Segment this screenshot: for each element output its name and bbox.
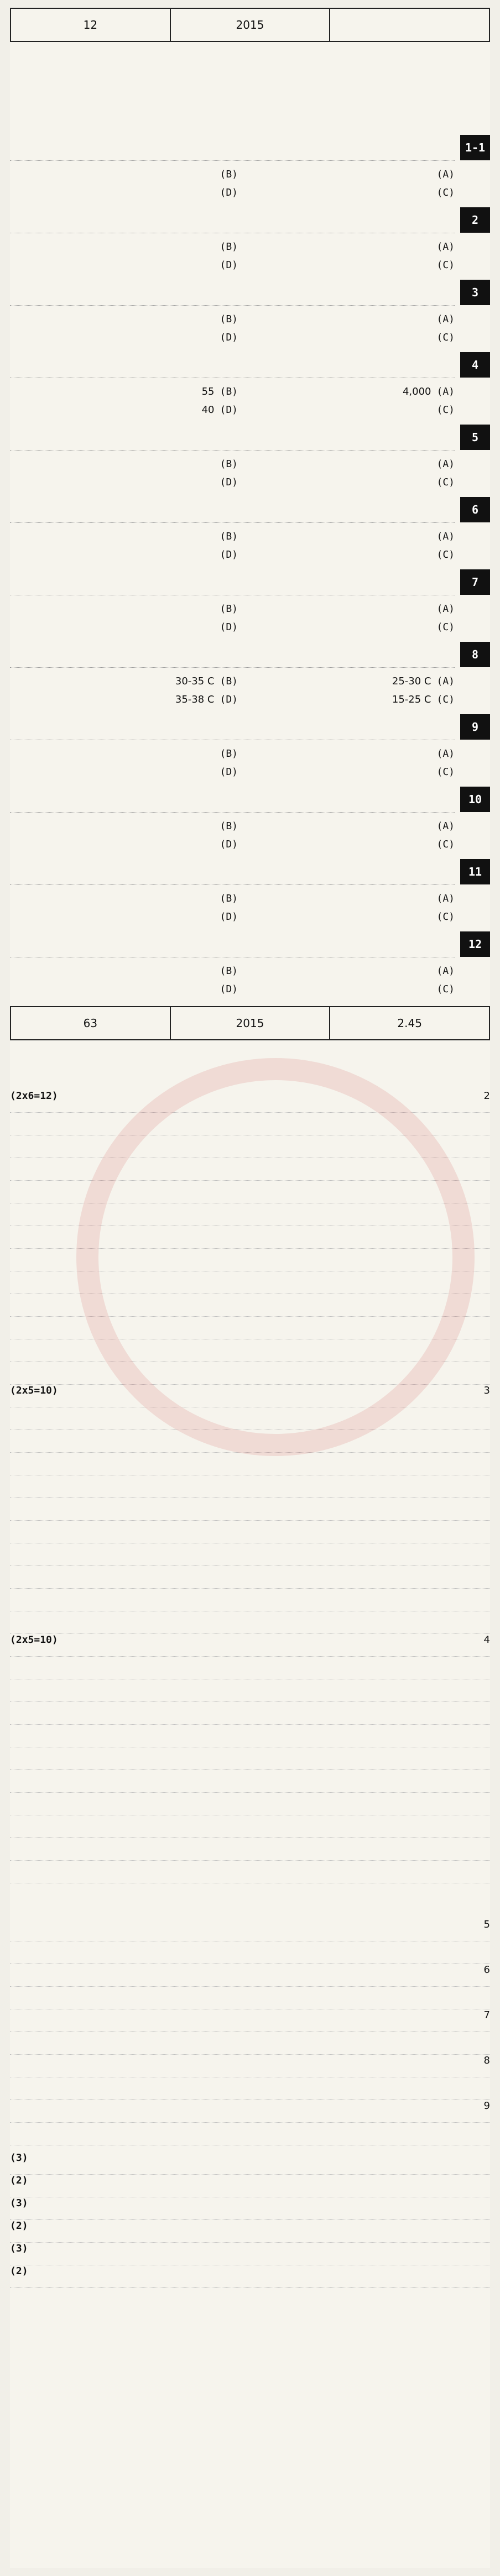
option: [21, 962, 238, 980]
question-stem: [10, 931, 455, 957]
question-number: 8: [483, 2055, 490, 2066]
option: [238, 165, 455, 184]
question-number: 2: [460, 207, 490, 233]
option-label: (A): [436, 313, 455, 325]
question-stem: [10, 280, 455, 306]
option: [21, 835, 238, 854]
short-question-item: [10, 1521, 490, 1543]
option: [21, 817, 238, 835]
options-grid: [21, 527, 455, 564]
option-label: (D): [220, 187, 238, 198]
long-questions: [10, 1919, 490, 2145]
mcq-item: [10, 569, 490, 636]
q10-part: [10, 2197, 490, 2220]
mcq-item: [10, 207, 490, 274]
option: [238, 546, 455, 564]
part-marks: (3): [10, 2152, 28, 2164]
mcq-item: [10, 931, 490, 998]
option-label: (D): [220, 839, 238, 850]
option: [21, 908, 238, 926]
subjective-header: [10, 1006, 490, 1040]
mcq-item: [10, 425, 490, 491]
short-question-item: [10, 1793, 490, 1815]
question-number: 6: [460, 497, 490, 522]
question-number: 4: [460, 352, 490, 378]
subjective-board: [170, 1007, 330, 1039]
option: [238, 817, 455, 835]
option-label: (D): [220, 983, 238, 995]
option: [238, 618, 455, 636]
short-question-item: [10, 1725, 490, 1747]
q10-part: [10, 2152, 490, 2175]
option-label: (C): [436, 621, 455, 633]
option-label: (A): [436, 965, 455, 977]
option-label: (C): [436, 187, 455, 198]
option: [238, 908, 455, 926]
option: [21, 690, 238, 709]
option: [238, 980, 455, 998]
short-question-item: [10, 1838, 490, 1861]
options-grid: [21, 817, 455, 854]
long-question-part: [10, 1987, 490, 2009]
long-question-part: [10, 1964, 490, 1987]
option: [238, 383, 455, 401]
option-label: (B): [220, 748, 238, 760]
option-label: (D): [220, 911, 238, 923]
options-grid: [21, 889, 455, 926]
question-marks: (2x5=10): [10, 1634, 58, 1646]
option: [21, 238, 238, 256]
option-label: (D): [220, 259, 238, 271]
mcq-list: [10, 135, 490, 998]
option-text: 30-35 C: [175, 676, 215, 687]
question-number: 1-1: [460, 135, 490, 160]
option: [21, 455, 238, 473]
long-question-part: [10, 2123, 490, 2145]
option: [238, 256, 455, 274]
option-label: (B): [220, 603, 238, 615]
option-text: 4,000: [402, 386, 431, 397]
option: [21, 473, 238, 491]
option: [21, 763, 238, 781]
question-number: 9: [460, 714, 490, 740]
option-label: (A): [436, 531, 455, 542]
option-label: (A): [436, 458, 455, 470]
question-number: 3: [483, 1385, 490, 1396]
option: [21, 672, 238, 690]
short-question-item: [10, 1815, 490, 1838]
question-stem: [10, 207, 455, 233]
option-label: (B): [220, 531, 238, 542]
option-label: (A): [436, 241, 455, 253]
question-stem: [10, 497, 455, 523]
question-stem: [10, 425, 455, 451]
option-label: (B): [220, 676, 238, 687]
mcq-item: [10, 497, 490, 564]
question-stem: [10, 135, 455, 161]
objective-marks: [11, 9, 170, 41]
short-question-item: [10, 1679, 490, 1702]
mcq-item: [10, 280, 490, 347]
options-grid: [21, 238, 455, 274]
option-label: (C): [436, 766, 455, 778]
question-number: 5: [460, 425, 490, 450]
question-number: 11: [460, 859, 490, 884]
question-stem: [10, 569, 455, 595]
option: [238, 962, 455, 980]
option-label: (B): [220, 458, 238, 470]
part-marks: (3): [10, 2197, 28, 2209]
short-question-item: [10, 1657, 490, 1679]
question-stem: [10, 787, 455, 813]
short-question-item: [10, 1498, 490, 1521]
option: [21, 527, 238, 546]
option: [21, 980, 238, 998]
option-label: (C): [436, 332, 455, 343]
mcq-item: [10, 135, 490, 202]
short-question-header: [10, 1634, 490, 1657]
options-grid: [21, 310, 455, 347]
option-text: 40: [201, 404, 215, 416]
subjective-subject: [329, 1007, 489, 1039]
options-grid: [21, 455, 455, 491]
option: [21, 401, 238, 419]
long-question-part: [10, 2032, 490, 2055]
marks-value: 12: [83, 18, 98, 32]
question-number: 10: [460, 787, 490, 812]
question-number: 6: [483, 1964, 490, 1976]
question-stem: [10, 859, 455, 885]
part-marks: (2): [10, 2220, 28, 2232]
option-label: (A): [436, 169, 455, 180]
question-number: 2: [483, 1090, 490, 1102]
option-text: 15-25 C: [392, 694, 431, 705]
option: [238, 184, 455, 202]
question-marks: (2x6=12): [10, 1090, 58, 1102]
objective-note: [10, 45, 490, 129]
option-label: (D): [220, 694, 238, 705]
short-question-item: [10, 1861, 490, 1883]
question-number: 4: [483, 1634, 490, 1646]
question-number: 7: [460, 569, 490, 595]
option-label: (B): [220, 386, 238, 397]
options-grid: [21, 383, 455, 419]
option: [21, 618, 238, 636]
option: [238, 527, 455, 546]
option-label: (C): [436, 549, 455, 561]
mcq-item: [10, 859, 490, 926]
option: [238, 473, 455, 491]
long-question-part: [10, 1919, 490, 1941]
option-label: (C): [436, 259, 455, 271]
objective-header: [10, 8, 490, 42]
option-label: (A): [436, 676, 455, 687]
short-question-item: [10, 1770, 490, 1793]
option-label: (D): [220, 621, 238, 633]
option-label: (B): [220, 820, 238, 832]
option-label: (A): [436, 386, 455, 397]
short-question-item: [10, 1543, 490, 1566]
option: [238, 763, 455, 781]
option: [21, 546, 238, 564]
option-label: (B): [220, 313, 238, 325]
question-number: 12: [460, 931, 490, 957]
marks-value: 63: [83, 1017, 98, 1030]
option-label: (B): [220, 241, 238, 253]
mcq-item: [10, 642, 490, 709]
q10-part: [10, 2243, 490, 2265]
options-grid: [21, 962, 455, 998]
short-question-item: [10, 1702, 490, 1725]
question-number: 8: [460, 642, 490, 667]
year-value: 2015: [236, 1017, 264, 1030]
option: [21, 184, 238, 202]
option-label: (C): [436, 839, 455, 850]
short-question-item: [10, 1453, 490, 1475]
option-label: (C): [436, 911, 455, 923]
mcq-item: [10, 787, 490, 854]
option: [21, 383, 238, 401]
option-label: (C): [436, 694, 455, 705]
option: [238, 835, 455, 854]
section-2-note: [10, 1890, 490, 1919]
option-label: (A): [436, 748, 455, 760]
question-stem: [10, 714, 455, 740]
question-10: [10, 2152, 490, 2288]
question-stem: [10, 352, 455, 378]
option-label: (A): [436, 820, 455, 832]
long-question-part: [10, 2055, 490, 2077]
option: [21, 600, 238, 618]
option: [21, 745, 238, 763]
short-question-item: [10, 1611, 490, 1634]
q10-part: [10, 2175, 490, 2197]
question-number: 5: [483, 1919, 490, 1930]
part-marks: (2): [10, 2265, 28, 2277]
option: [238, 328, 455, 347]
option-text: 35-38 C: [175, 694, 215, 705]
option-label: (D): [220, 404, 238, 416]
objective-board: [170, 9, 330, 41]
watermark-logo: [76, 1058, 475, 1456]
option: [21, 165, 238, 184]
mcq-item: [10, 714, 490, 781]
option-label: (D): [220, 332, 238, 343]
options-grid: [21, 672, 455, 709]
subjective-marks: [11, 1007, 170, 1039]
year-value: 2015: [236, 18, 264, 32]
mcq-item: [10, 352, 490, 419]
option: [21, 310, 238, 328]
q10-part: [10, 2265, 490, 2288]
option-label: (B): [220, 965, 238, 977]
options-grid: [21, 165, 455, 202]
option: [238, 745, 455, 763]
option: [238, 310, 455, 328]
part-marks: (2): [10, 2175, 28, 2186]
objective-subject: [329, 9, 489, 41]
option: [21, 328, 238, 347]
short-question-item: [10, 1475, 490, 1498]
option: [238, 238, 455, 256]
question-number: 9: [483, 2100, 490, 2112]
long-question-part: [10, 2009, 490, 2032]
short-question-item: [10, 1589, 490, 1611]
short-question-item: [10, 1566, 490, 1589]
options-grid: [21, 745, 455, 781]
question-marks: (2x5=10): [10, 1385, 58, 1396]
option-label: (A): [436, 893, 455, 904]
time-label: 2.45: [397, 1017, 422, 1030]
option: [238, 672, 455, 690]
option: [238, 401, 455, 419]
option-label: (A): [436, 603, 455, 615]
option-label: (C): [436, 404, 455, 416]
option: [21, 889, 238, 908]
option: [21, 256, 238, 274]
option-label: (D): [220, 477, 238, 488]
option-text: 55: [201, 386, 215, 397]
exam-page: [10, 8, 490, 2568]
long-question-part: [10, 1941, 490, 1964]
option-label: (C): [436, 477, 455, 488]
question-number: 3: [460, 280, 490, 305]
long-question-part: [10, 2077, 490, 2100]
option-label: (D): [220, 766, 238, 778]
long-question-part: [10, 2100, 490, 2123]
question-number: 7: [483, 2009, 490, 2021]
option: [238, 690, 455, 709]
option-text: 25-30 C: [392, 676, 431, 687]
option: [238, 455, 455, 473]
option-label: (D): [220, 549, 238, 561]
option: [238, 600, 455, 618]
option-label: (B): [220, 893, 238, 904]
question-stem: [10, 642, 455, 668]
q10-part: [10, 2220, 490, 2243]
part-marks: (3): [10, 2243, 28, 2254]
options-grid: [21, 600, 455, 636]
short-question-item: [10, 1747, 490, 1770]
option: [238, 889, 455, 908]
option-label: (B): [220, 169, 238, 180]
option-label: (C): [436, 983, 455, 995]
